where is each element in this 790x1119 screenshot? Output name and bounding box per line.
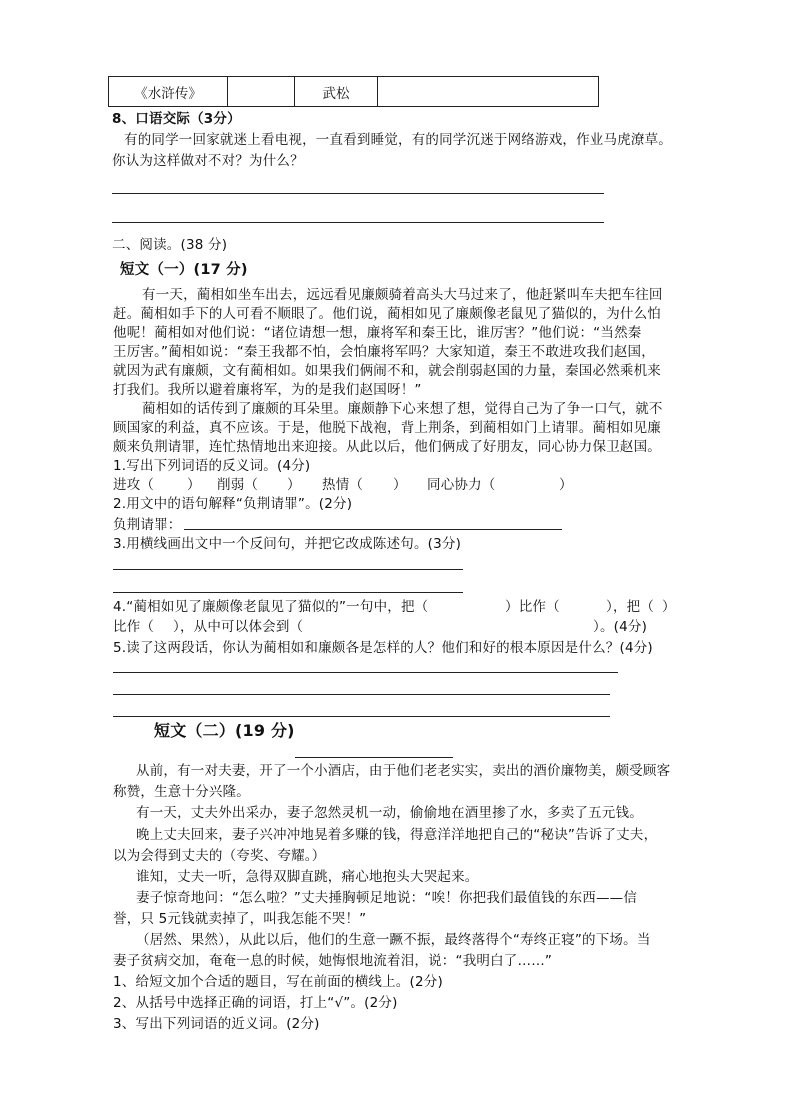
passage2-line: 晚上丈夫回来，妻子兴冲冲地晃着多赚的钱，得意洋洋地把自己的“秘诀”告诉了丈夫，: [136, 827, 658, 843]
q4-text: ）: [662, 599, 676, 615]
antonym-word: 削弱（: [217, 477, 259, 493]
answer-line[interactable]: [113, 672, 618, 673]
passage2-line: 妻子惊奇地问：“怎么啦？”丈夫捶胸顿足地说：“唉！你把我们最值钱的东西——信: [136, 890, 638, 906]
passage1-line: 赶。蔺相如手下的人可看不顺眼了。他们说，蔺相如见了廉颇像老鼠见了猫似的，为什么怕: [113, 306, 661, 322]
answer-line[interactable]: [113, 569, 463, 570]
passage2-line: 从前，有一对夫妻，开了一个小酒店，由于他们老老实实，卖出的酒价廉物美，颇受顾客: [136, 763, 671, 779]
p2-q2: 2、从括号中选择正确的词语，打上“√”。(2分): [113, 995, 398, 1011]
passage2-line[interactable]: （居然、果然），从此以后，他们的生意一蹶不振，最终落得个“寿终正寝”的下场。当: [136, 932, 651, 948]
p1-q3: 3.用横线画出文中一个反问句，并把它改成陈述句。(3分): [113, 536, 462, 552]
q8-paragraph-2: 你认为这样做对不对？为什么？: [112, 153, 304, 169]
passage2-line[interactable]: 以为会得到丈夫的（夸奖、夸耀。）: [113, 848, 326, 864]
antonym-close[interactable]: ）: [393, 477, 407, 493]
hero-cell: 武松: [295, 77, 378, 107]
p2-q1: 1、给短文加个合适的题目，写在前面的横线上。(2分): [113, 974, 443, 990]
passage1-line: 打我们。我所以避着廉将军，为的是我们赵国呀！”: [113, 382, 422, 398]
antonym-word: 同心协力（: [427, 477, 496, 493]
answer-line[interactable]: [112, 193, 604, 194]
antonym-close[interactable]: ）: [187, 477, 201, 493]
table-row: [109, 77, 599, 107]
antonym-word: 进攻（: [113, 477, 155, 493]
p1-q2: 2.用文中的语句解释“负荆请罪”。(2分): [113, 496, 353, 512]
answer-line[interactable]: [184, 529, 562, 530]
p2-q3: 3、写出下列词语的近义词。(2分): [113, 1016, 320, 1032]
answer-line[interactable]: [113, 694, 610, 695]
works-table: [108, 76, 599, 107]
q4-text: 比作（: [113, 619, 155, 635]
passage1-line: 有一天，蔺相如坐车出去，远远看见廉颇骑着高头大马过来了，他赶紧叫车夫把车往回: [142, 287, 663, 303]
passage1-line: 蔺相如的话传到了廉颇的耳朵里。廉颇静下心来想了想，觉得自己为了争一口气，就不: [142, 401, 663, 417]
antonym-word: 热情（: [322, 477, 364, 493]
blank-cell[interactable]: [228, 77, 295, 107]
passage1-line: 就因为武有廉颇，文有蔺相如。如果我们俩闹不和，就会削弱赵国的力量，秦国必然乘机来: [113, 363, 661, 379]
p1-q2-label: 负荆请罪：: [113, 517, 182, 533]
answer-line[interactable]: [112, 222, 604, 223]
antonym-close[interactable]: ）: [287, 477, 301, 493]
antonym-close[interactable]: ）: [559, 477, 573, 493]
passage2-line: 誉，只 5元钱就卖掉了，叫我怎能不哭！”: [113, 911, 367, 927]
q4-text: ）。(4分): [593, 619, 648, 635]
passage1-line: 王厉害。”蔺相如说：“秦王我都不怕，会怕廉将军吗？大家知道，秦王不敢进攻我们赵国，: [113, 344, 655, 360]
passage2-title: 短文（二）(19 分): [154, 721, 295, 740]
book-cell: 《水浒传》: [109, 77, 228, 107]
p1-q4-line2: [113, 618, 673, 636]
answer-line[interactable]: [113, 716, 610, 717]
p1-q4-line1: [113, 598, 683, 616]
q8-paragraph-1: 有的同学一回家就迷上看电视，一直看到睡觉，有的同学沉迷于网络游戏，作业马虎潦草。: [124, 132, 672, 148]
passage1-line: 顾国家的利益，真不应该。于是，他脱下战袍，背上荆条，到蔺相如门上请罪。蔺相如见廉: [113, 420, 661, 436]
passage2-line: 称赞，生意十分兴隆。: [113, 784, 250, 800]
passage2-line: 妻子贫病交加，奄奄一息的时候，她悔恨地流着泪，说：“我明白了……”: [113, 953, 553, 969]
passage2-line: 谁知，丈夫一听，急得双脚直跳，痛心地抱头大哭起来。: [136, 869, 479, 885]
q4-text: ），从中可以体会到（: [173, 619, 304, 635]
q4-text: ），把（: [606, 599, 655, 615]
q8-title: 8、口语交际（3分）: [112, 111, 241, 127]
q4-text: ）比作（: [505, 599, 560, 615]
passage1-title: 短文（一）(17 分): [120, 262, 248, 278]
passage1-line: 颇来负荆请罪，连忙热情地出来迎接。从此以后，他们俩成了好朋友，同心协力保卫赵国。: [113, 439, 661, 455]
p1-q1-antonyms: [113, 476, 593, 494]
passage2-line: 有一天，丈夫外出采办，妻子忽然灵机一动，偷偷地在酒里掺了水，多卖了五元钱。: [136, 805, 643, 821]
answer-line[interactable]: [113, 592, 463, 593]
p1-q1: 1.写出下列词语的反义词。(4分): [113, 458, 311, 474]
passage1-line: 他呢！蔺相如对他们说：“诸位请想一想，廉将军和秦王比，谁厉害？”他们说：“当然秦: [113, 325, 642, 341]
blank-cell[interactable]: [378, 77, 599, 107]
q4-text: 4.“蔺相如见了廉颇像老鼠见了猫似的”一句中，把（: [113, 599, 429, 615]
p1-q5: 5.读了这两段话，你认为蔺相如和廉颇各是怎样的人？他们和好的根本原因是什么？(4分): [113, 640, 653, 656]
title-answer-line[interactable]: [295, 757, 453, 758]
part2-title: 二、阅读。(38 分): [112, 237, 228, 253]
